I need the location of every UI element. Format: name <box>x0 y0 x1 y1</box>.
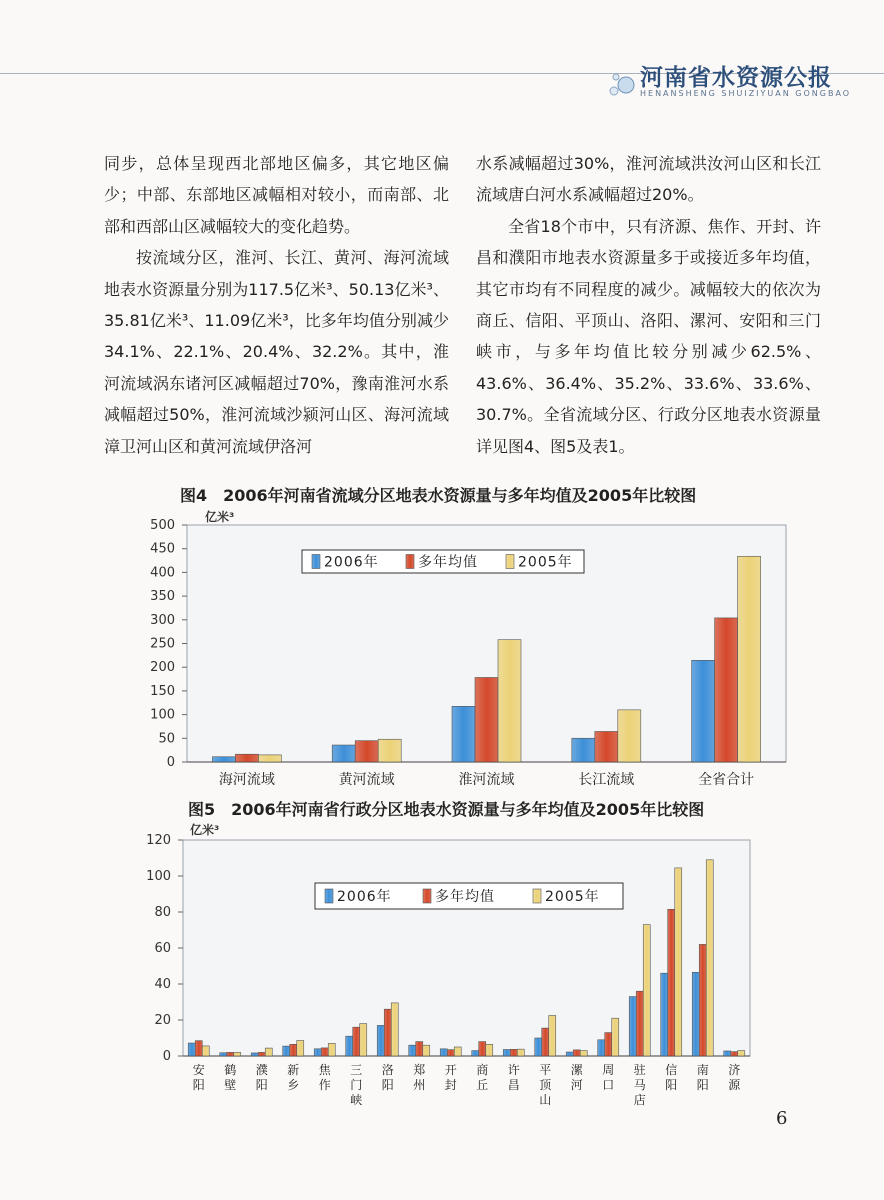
bar <box>503 1050 510 1056</box>
x-tick-label: 郑州 <box>413 1063 426 1092</box>
bar <box>332 745 355 762</box>
bar <box>598 1040 605 1056</box>
bar <box>731 1052 738 1056</box>
x-tick-label: 濮阳 <box>255 1063 268 1092</box>
x-tick-label: 洛阳 <box>381 1063 394 1092</box>
legend-swatch <box>533 889 541 903</box>
bar <box>692 972 699 1056</box>
bar <box>618 710 641 762</box>
bar <box>355 741 378 762</box>
bar <box>416 1042 423 1056</box>
y-tick-label: 80 <box>154 905 171 920</box>
legend-label: 2006年 <box>337 889 392 905</box>
bar <box>605 1033 612 1056</box>
bar <box>738 556 761 762</box>
right-text-column <box>476 148 821 462</box>
x-tick-label: 淮河流域 <box>458 772 515 788</box>
bar <box>328 1043 335 1056</box>
bar <box>479 1042 486 1056</box>
bar <box>235 754 258 762</box>
legend-label: 2005年 <box>518 554 573 571</box>
x-tick-label: 新乡 <box>287 1063 300 1092</box>
bar <box>629 997 636 1056</box>
bar <box>391 1003 398 1056</box>
legend-label: 多年均值 <box>418 554 478 571</box>
x-tick-label: 驻马店 <box>633 1063 646 1107</box>
bar <box>636 991 643 1056</box>
bar <box>486 1044 493 1056</box>
y-tick-label: 60 <box>154 941 171 956</box>
x-tick-label: 南阳 <box>696 1063 709 1092</box>
figure-5-bar-chart <box>0 820 884 1120</box>
y-tick-label: 450 <box>150 541 175 557</box>
bar <box>258 1052 265 1056</box>
header-banner <box>598 57 884 105</box>
bar <box>378 739 401 762</box>
legend-swatch <box>312 555 320 569</box>
bar <box>661 973 668 1056</box>
bar <box>498 640 521 762</box>
bar <box>573 1050 580 1056</box>
bar <box>290 1044 297 1056</box>
legend-label: 多年均值 <box>435 889 495 905</box>
header-title: 河南省水资源公报 <box>640 65 832 91</box>
left-text-column <box>104 148 449 462</box>
bar <box>454 1047 461 1056</box>
bar <box>314 1049 321 1056</box>
y-tick-label: 350 <box>150 589 175 605</box>
y-tick-label: 200 <box>150 660 175 676</box>
y-tick-label: 150 <box>150 683 175 699</box>
paragraph: 水系减幅超过30%，淮河流域洪汝河山区和长江流域唐白河水系减幅超过20%。 <box>476 154 821 205</box>
figure-4-title: 图4 2006年河南省流域分区地表水资源量与多年均值及2005年比较图 <box>180 486 697 505</box>
legend-swatch <box>506 555 514 569</box>
bar <box>472 1051 479 1056</box>
legend-label: 2005年 <box>545 889 600 905</box>
y-axis-unit-label: 亿米³ <box>190 823 220 837</box>
water-drop-logo-icon <box>604 65 638 99</box>
figure-5-title: 图5 2006年河南省行政分区地表水资源量与多年均值及2005年比较图 <box>188 800 705 819</box>
bar <box>258 755 281 762</box>
bar <box>220 1053 227 1056</box>
bar <box>706 860 713 1056</box>
y-tick-label: 100 <box>146 869 171 884</box>
bar <box>549 1016 556 1057</box>
figure-4-bar-chart <box>0 505 884 805</box>
bar <box>738 1051 745 1056</box>
bar <box>202 1046 209 1056</box>
bar <box>384 1009 391 1056</box>
x-tick-label: 三门峡 <box>350 1063 363 1107</box>
y-tick-label: 100 <box>150 707 175 723</box>
y-axis-unit-label: 亿米³ <box>205 510 235 524</box>
x-tick-label: 长江流域 <box>578 772 635 788</box>
bar <box>595 731 618 762</box>
bar <box>612 1018 619 1056</box>
x-tick-label: 海河流域 <box>218 772 275 788</box>
x-tick-label: 黄河流域 <box>338 772 395 788</box>
bar <box>643 925 650 1056</box>
bar <box>692 660 715 762</box>
bar <box>542 1028 549 1056</box>
legend-swatch <box>406 555 414 569</box>
bar <box>475 677 498 762</box>
x-tick-label: 安阳 <box>192 1063 205 1092</box>
y-tick-label: 400 <box>150 565 175 581</box>
x-tick-label: 焦作 <box>318 1063 331 1092</box>
bar <box>715 618 738 762</box>
bar <box>517 1049 524 1056</box>
x-tick-label: 鹤壁 <box>224 1063 237 1092</box>
x-tick-label: 商丘 <box>476 1063 489 1092</box>
bar <box>227 1052 234 1056</box>
x-tick-label: 信阳 <box>665 1063 678 1092</box>
paragraph: 同步，总体呈现西北部地区偏多，其它地区偏少；中部、东部地区减幅相对较小，而南部、北部和西部山区减幅较大的变化趋势。 <box>104 154 449 236</box>
bar <box>724 1051 731 1056</box>
y-tick-label: 40 <box>154 977 171 992</box>
paragraph: 全省18个市中，只有济源、焦作、开封、许昌和濮阳市地表水资源量多于或接近多年均值，其它市均有不同程度的减少。减幅较大的依次为商丘、信阳、平顶山、洛阳、漯河、安阳和三门峡市，与多年均值比较分别减少62.5%、43.6%、36.4%、35.2%、33.6%、33.6%、30.7%。全省流域分区、行政分区地表水资源量详见图4、图5及表1。 <box>476 216 821 456</box>
y-tick-label: 300 <box>150 612 175 628</box>
x-tick-label: 平顶山 <box>539 1063 552 1107</box>
bar <box>447 1050 454 1056</box>
bar <box>321 1048 328 1056</box>
bar <box>580 1051 587 1056</box>
bar <box>377 1025 384 1056</box>
x-tick-label: 全省合计 <box>698 772 755 788</box>
bar <box>535 1038 542 1056</box>
bar <box>251 1053 258 1056</box>
bar <box>297 1041 304 1056</box>
bar <box>566 1052 573 1056</box>
y-tick-label: 20 <box>154 1013 171 1028</box>
bar <box>572 738 595 762</box>
legend-swatch <box>325 889 333 903</box>
x-tick-label: 周口 <box>602 1063 615 1092</box>
bar <box>452 706 475 762</box>
bar <box>440 1049 447 1056</box>
bar <box>195 1041 202 1056</box>
bar <box>346 1036 353 1056</box>
x-tick-label: 济源 <box>728 1063 741 1092</box>
paragraph: 按流域分区，淮河、长江、黄河、海河流域地表水资源量分别为117.5亿米³、50.13亿米³、35.81亿米³、11.09亿米³，比多年均值分别减少34.1%、22.1%、20.4%、32.2%。其中，淮河流域涡东诸河区减幅超过70%，豫南淮河水系减幅超过50%，淮河流域沙颍河山区、海河流域漳卫河山区和黄河流域伊洛河 <box>104 248 449 456</box>
bar <box>409 1045 416 1056</box>
bar <box>699 944 706 1056</box>
x-tick-label: 开封 <box>444 1063 457 1092</box>
y-tick-label: 0 <box>166 755 175 770</box>
x-tick-label: 漯河 <box>570 1063 583 1092</box>
header-subtitle: HENANSHENG SHUIZIYUAN GONGBAO <box>640 89 852 98</box>
bar <box>360 1024 367 1056</box>
y-tick-label: 120 <box>146 833 171 848</box>
bar <box>423 1045 430 1056</box>
bar <box>668 909 675 1056</box>
bar <box>510 1049 517 1056</box>
bar <box>234 1052 241 1056</box>
bar <box>353 1027 360 1056</box>
legend-swatch <box>423 889 431 903</box>
legend-label: 2006年 <box>324 554 379 571</box>
page-number: 6 <box>776 1108 788 1129</box>
y-tick-label: 250 <box>150 636 175 652</box>
bar <box>265 1048 272 1056</box>
bar <box>212 757 235 762</box>
bar <box>675 868 682 1056</box>
bar <box>188 1043 195 1056</box>
bar <box>283 1046 290 1056</box>
x-tick-label: 许昌 <box>507 1063 520 1092</box>
y-tick-label: 50 <box>158 731 175 747</box>
y-tick-label: 0 <box>162 1049 171 1064</box>
y-tick-label: 500 <box>150 518 175 533</box>
